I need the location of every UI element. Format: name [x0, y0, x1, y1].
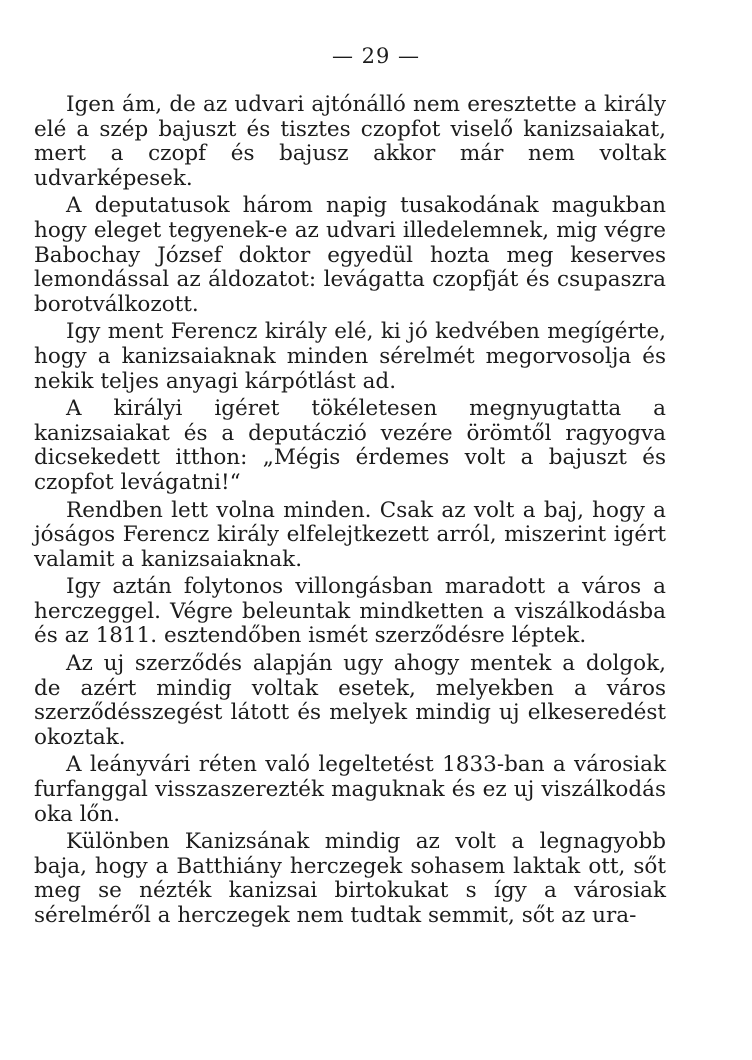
paragraph: A deputatusok három napig tusakodának magukban hogy eleget tegyenek-e az udvari illedelemnek, mig végre Babochay József doktor egyedül hozta meg keserves lemondással az áldozatot: levágatta czopfját és csupaszra borotválkozott. — [34, 193, 666, 317]
paragraph: Különben Kanizsának mindig az volt a legnagyobb baja, hogy a Batthiány herczegek sohasem laktak ott, sőt meg se nézték kanizsai birtokukat s így a városiak sérelméről a herczegek nem tudtak semmit, sőt az ura- — [34, 829, 666, 928]
paragraph: Rendben lett volna minden. Csak az volt a baj, hogy a jóságos Ferencz király elfelejtkezett arról, miszerint igért valamit a kanizsaiaknak. — [34, 497, 666, 572]
paragraph: A királyi igéret tökéletesen megnyugtatta a kanizsaiakat és a deputáczió vezére örömtől ragyogva dicsekedett itthon: „Mégis érdemes volt a bajuszt és czopfot levágatni!“ — [34, 396, 666, 495]
paragraph: Az uj szerződés alapján ugy ahogy mentek a dolgok, de azért mindig voltak esetek, melyekben a város szerződésszegést látott és melyek mindig uj elkeseredést okoztak. — [34, 651, 666, 750]
paragraph: Igen ám, de az udvari ajtónálló nem eresztette a király elé a szép bajuszt és tisztes czopfot viselő kanizsaiakat, mert a czopf és bajusz akkor már nem voltak udvarképesek. — [34, 92, 666, 191]
paragraph: Igy aztán folytonos villongásban maradott a város a herczeggel. Végre beleuntak mindketten a viszálkodásba és az 1811. esztendőben ismét szerződésre léptek. — [34, 574, 666, 649]
body-text — [34, 93, 666, 932]
paragraph: A leányvári réten való legeltetést 1833-ban a városiak furfanggal visszaszerezték maguknak és ez uj viszálkodás oka lőn. — [34, 752, 666, 827]
paragraph: Igy ment Ferencz király elé, ki jó kedvében megígérte, hogy a kanizsaiaknak minden sérelmét megorvosolja és nekik teljes anyagi kárpótlást ad. — [34, 319, 666, 394]
page-number: — 29 — — [331, 44, 421, 68]
